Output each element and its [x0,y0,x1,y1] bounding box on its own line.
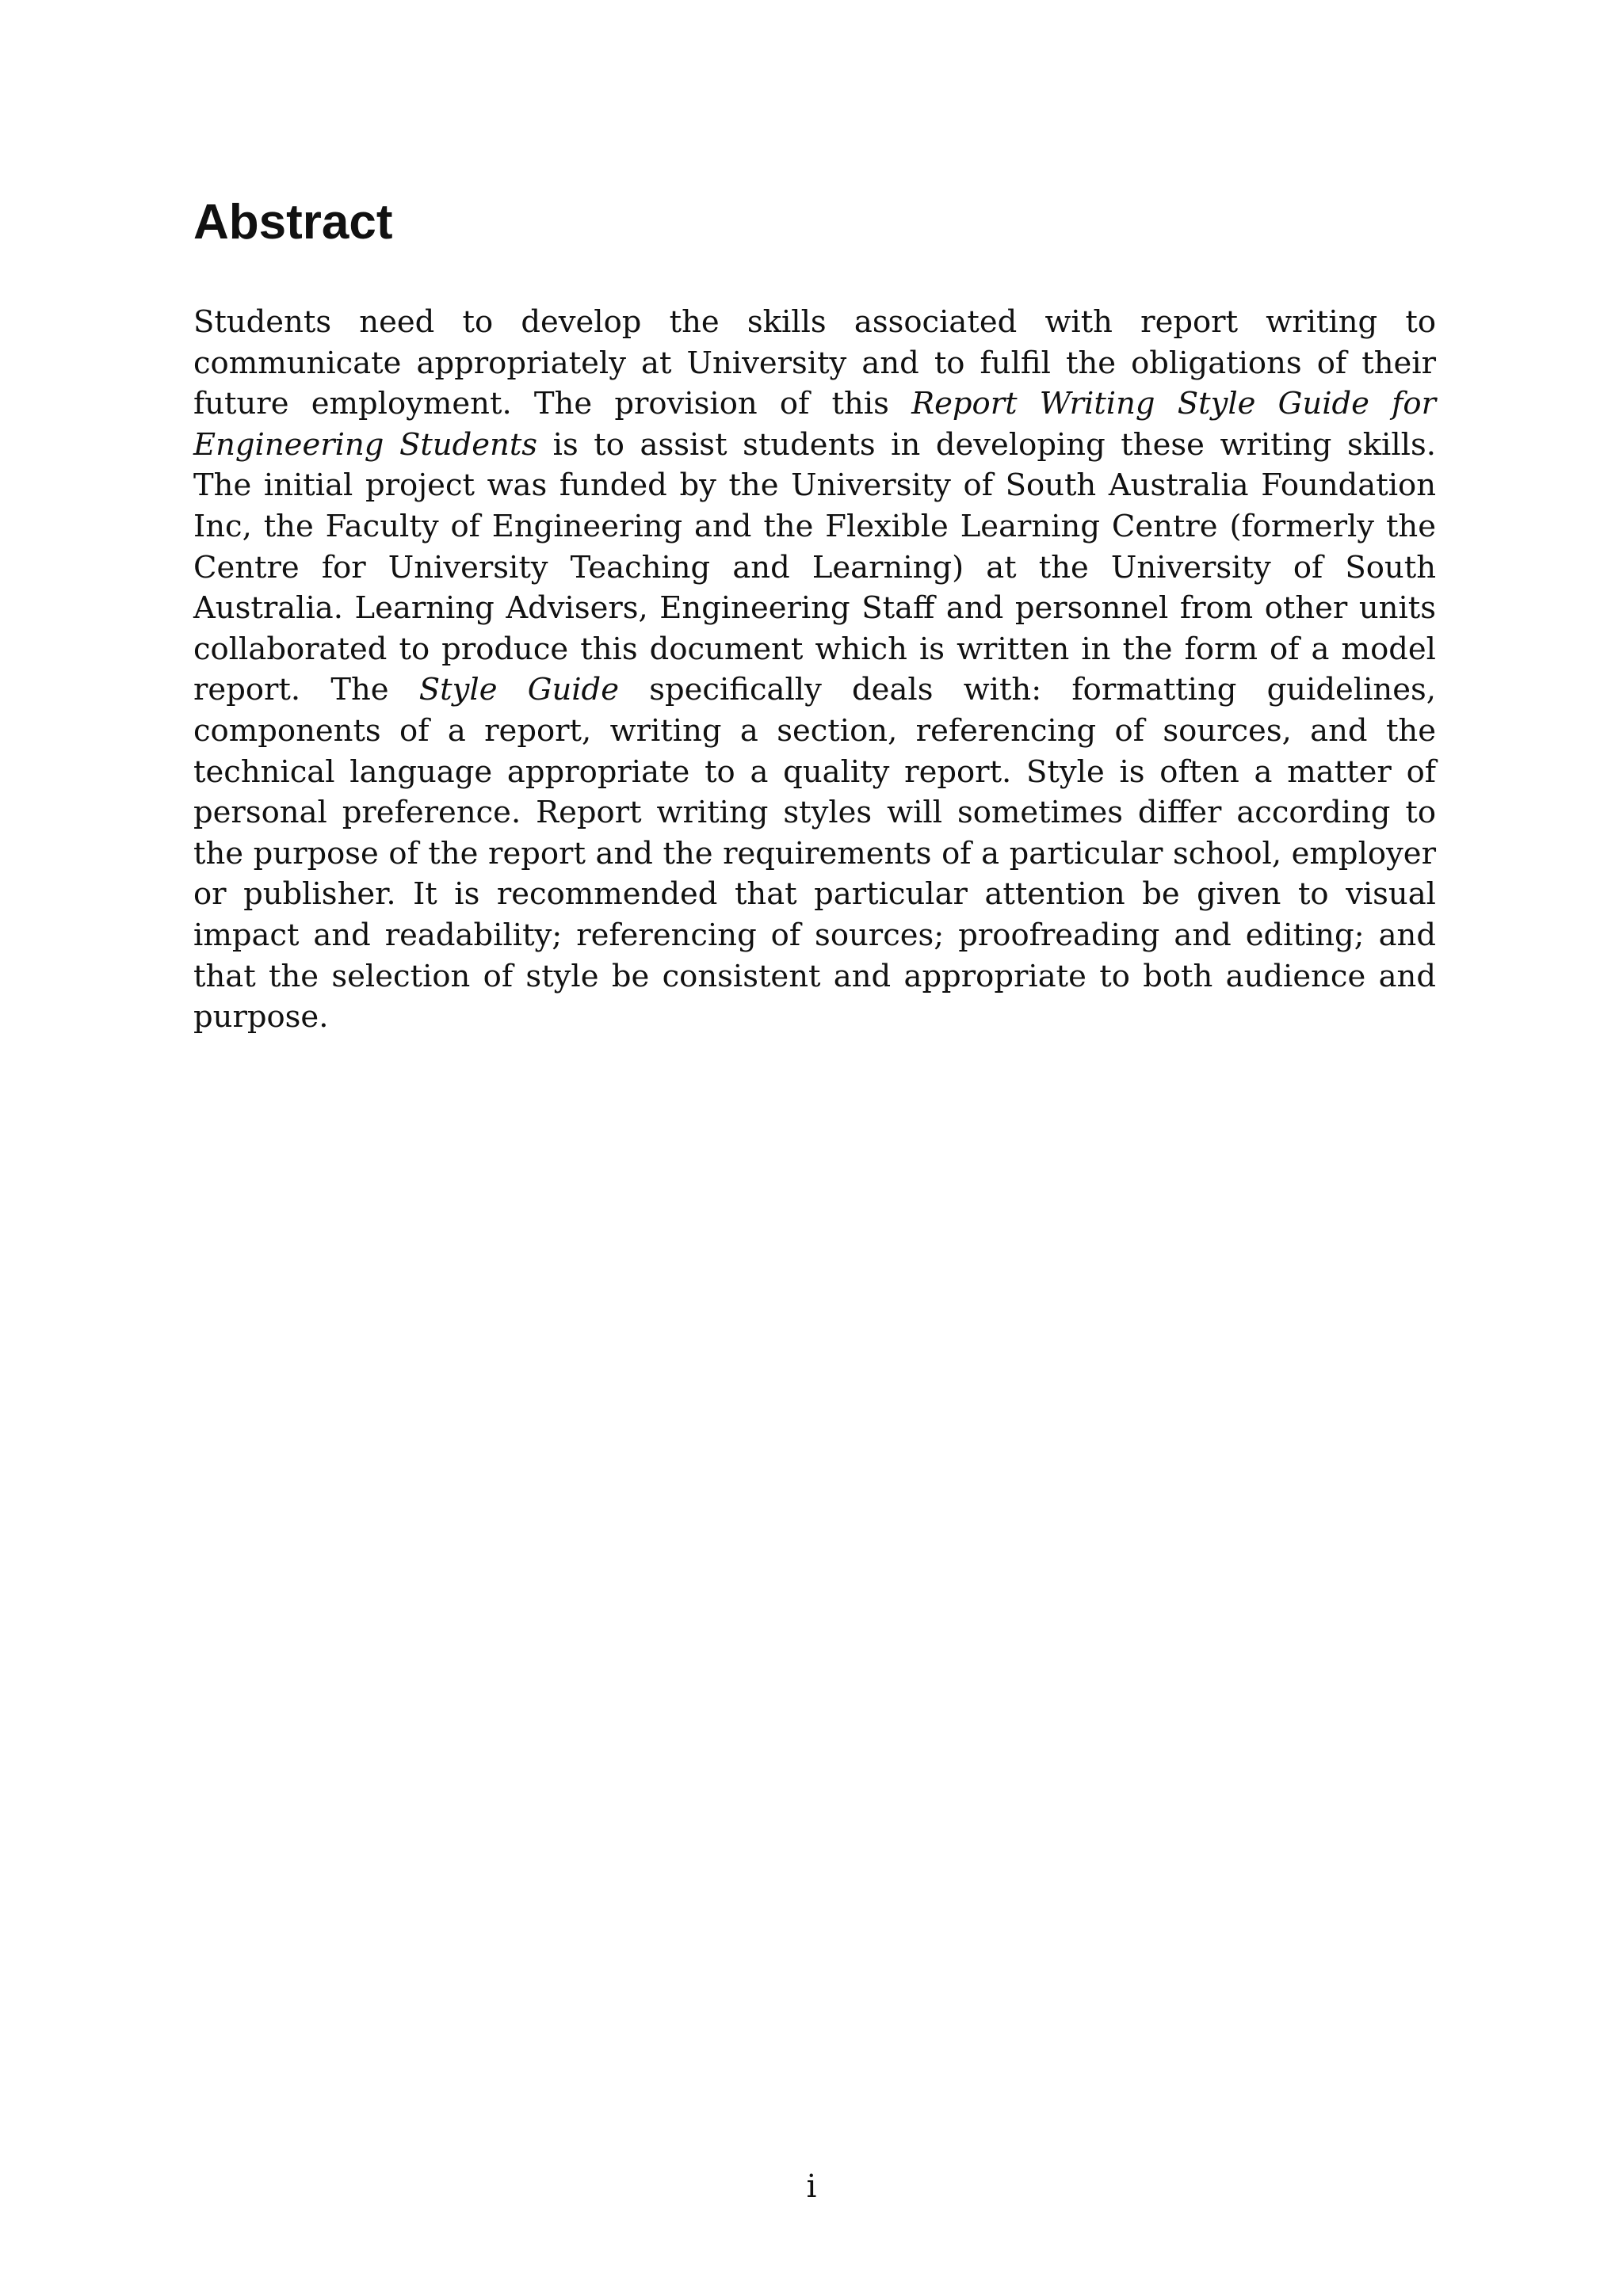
abstract-text-part-1: Students need to develop the skills associated with report writing to communicate appropriately at University and to fulfil the obligations of their future employment. The provision of this [193,304,1436,422]
guide-title-italic: Report Writing Style Guide for Engineering Students [193,386,1436,463]
page-number: i [806,2168,817,2205]
abstract-text-part-3: specifically deals with: formatting guidelines, components of a report, writing a section, referencing of sources, and the technical language appropriate to a quality report. Style is often a matter of personal preference. Report writing styles will sometimes differ according to the purpose of the report and the requirements of a particular school, employer or publisher. It is recommended that particular attention be given to visual impact and readability; referencing of sources; proofreading and editing; and that the selection of style be consistent and appropriate to both audience and purpose. [193,672,1436,1035]
abstract-text-part-2: is to assist students in developing these writing skills. The initial project was funded by the University of South Australia Foundation Inc, the Faculty of Engineering and the Flexible Learning Centre (formerly the Centre for University Teaching and Learning) at the University of South Australia. Learning Advisers, Engineering Staff and personnel from other units collaborated to produce this document which is written in the form of a model report. The [193,426,1436,708]
abstract-paragraph [193,302,1436,1038]
section-heading: Abstract [193,195,393,250]
style-guide-italic: Style Guide [418,672,619,708]
